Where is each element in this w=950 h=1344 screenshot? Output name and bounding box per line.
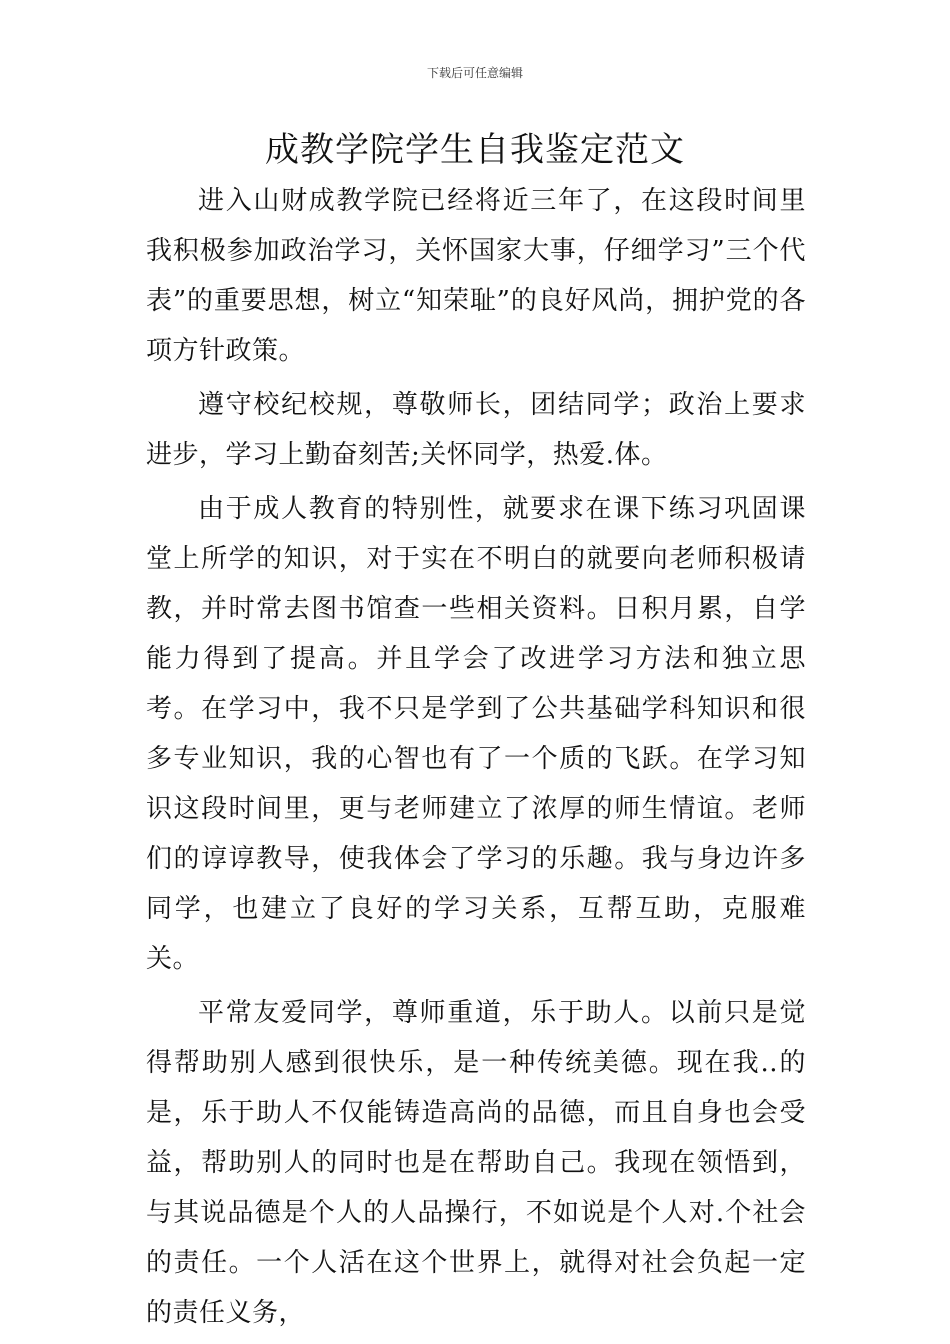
paragraph: 平常友爱同学，尊师重道，乐于助人。以前只是觉得帮助别人感到很快乐，是一种传统美德。现在我..的是，乐于助人不仅能铸造高尚的品德，而且自身也会受益，帮助别人的同时也是在帮助自己。我现在领悟到，与其说品德是个人的人品操行，不如说是个人对.个社会的责任。一个人活在这个世界上，就得对社会负起一定的责任义务， — [146, 998, 806, 1328]
header-note: 下载后可任意编辑 — [426, 66, 523, 80]
paragraph: 遵守校纪校规，尊敬师长，团结同学；政治上要求进步，学习上勤奋刻苦;关怀同学，热爱.体。 — [146, 390, 806, 470]
paragraph: 进入山财成教学院已经将近三年了，在这段时间里我积极参加政治学习，关怀国家大事，仔细学习”三个代表”的重要思想，树立“知荣耻”的良好风尚，拥护党的各项方针政策。 — [146, 186, 806, 366]
paragraph: 由于成人教育的特别性，就要求在课下练习巩固课堂上所学的知识，对于实在不明白的就要向老师积极请教，并时常去图书馆查一些相关资料。日积月累，自学能力得到了提高。并且学会了改进学习方法和独立思考。在学习中，我不只是学到了公共基础学科知识和很多专业知识，我的心智也有了一个质的飞跃。在学习知识这段时间里，更与老师建立了浓厚的师生情谊。老师们的谆谆教导，使我体会了学习的乐趣。我与身边许多同学，也建立了良好的学习关系，互帮互助，克服难关。 — [146, 494, 806, 974]
document-title: 成教学院学生自我鉴定范文 — [265, 130, 685, 170]
document-body — [146, 176, 806, 1342]
